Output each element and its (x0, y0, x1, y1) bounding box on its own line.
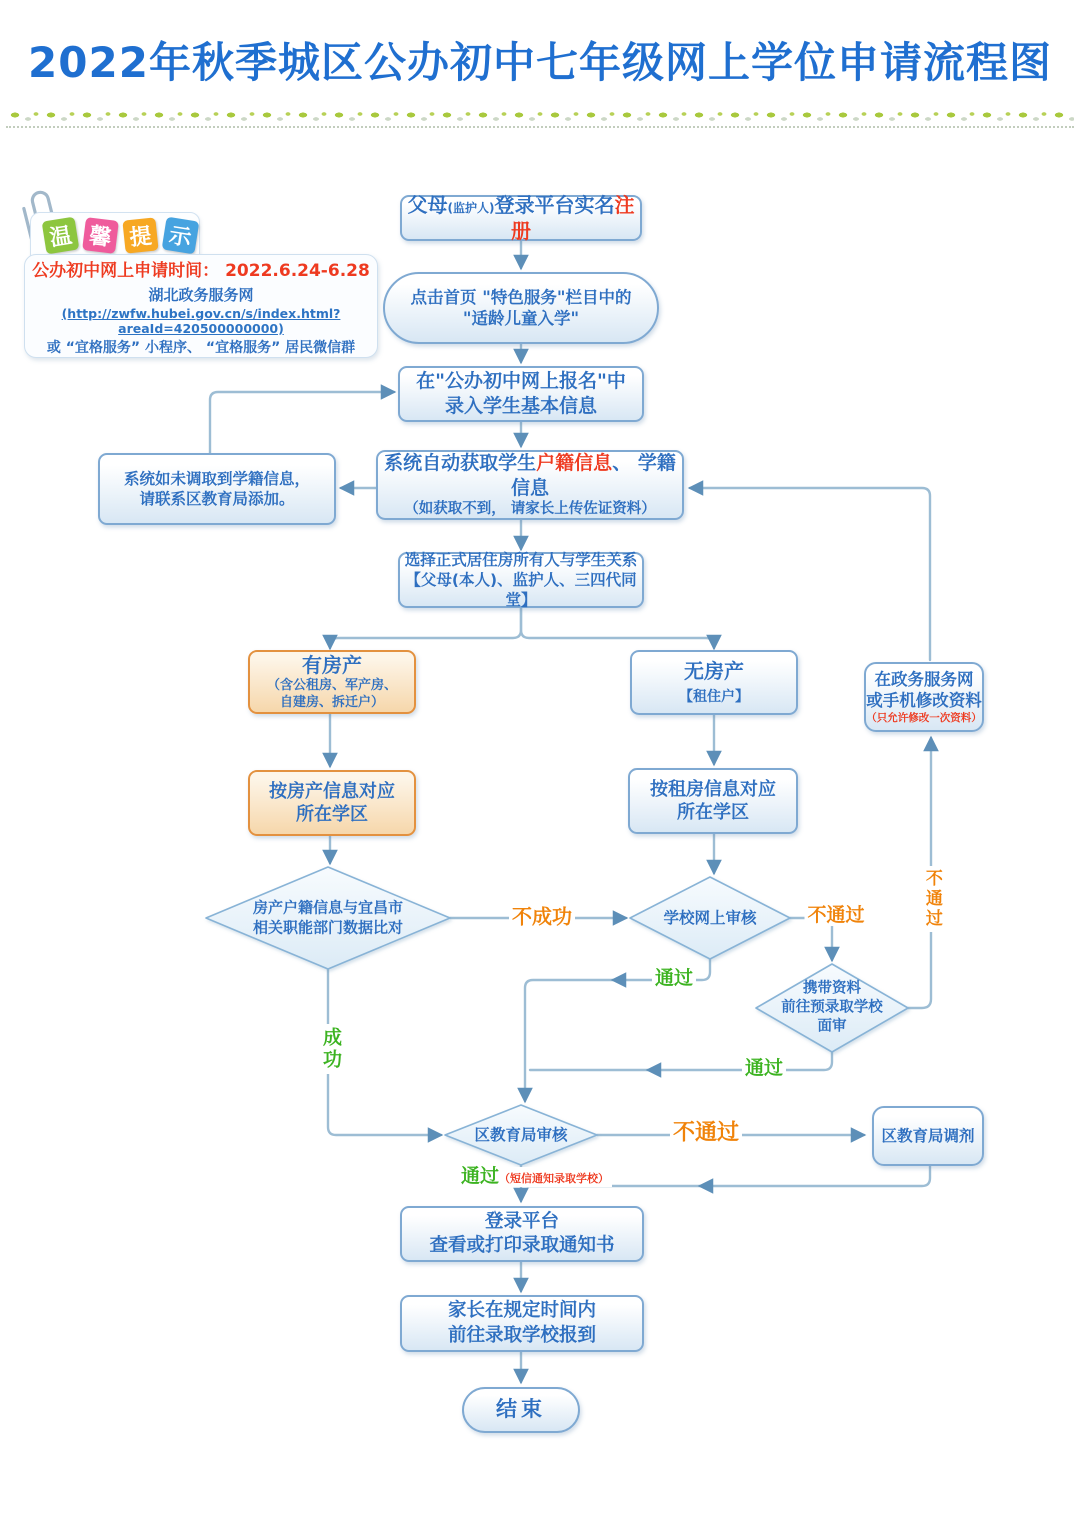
node-contact-edu (98, 453, 336, 525)
label-check-success: 成功 (320, 1024, 340, 1074)
contact-edu-line2: 请联系区教育局添加。 (139, 490, 295, 508)
apply-time-text: 公办初中网上申请时间： 2022.6.24-6.28 (32, 260, 370, 281)
print-notice-line2: 查看或打印录取通知书 (429, 1235, 615, 1256)
tile-wen: 温 (42, 217, 80, 255)
modify-info-note: （只允许修改一次资料） (866, 711, 982, 724)
autofetch-line2: （如获取不到， 请家长上传佐证资料） (404, 501, 656, 518)
label-school-reject: 不通过 (804, 906, 867, 926)
choose-relation-line1: 选择正式居住房所有人与学生关系 (404, 550, 638, 569)
register-text: 父母(监护人)登录平台实名注册 (407, 193, 635, 243)
by-property-line1: 按房产信息对应 (269, 780, 395, 802)
node-district-adjust: 区教育局调剂 (872, 1106, 984, 1166)
node-homepage (383, 272, 659, 344)
label-school-pass: 通过 (652, 969, 696, 989)
label-onsite-reject: 不通过 (922, 866, 940, 932)
site-url-text: (http://zwfw.hubei.gov.cn/s/index.html?areaId=420500000000) (61, 305, 341, 336)
node-autofetch (376, 450, 684, 520)
node-report-school (400, 1295, 644, 1352)
node-register (400, 195, 642, 241)
homepage-line2: "适龄儿童入学" (462, 309, 580, 328)
has-property-sub2: 自建房、拆迁户） (279, 695, 384, 710)
modify-info-line1: 在政务服务网 (874, 669, 974, 689)
tile-xin: 馨 (82, 217, 119, 254)
report-school-line2: 前往录取学校报到 (447, 1324, 596, 1346)
label-onsite-pass: 通过 (742, 1059, 786, 1079)
by-rent-line2: 所在学区 (677, 802, 749, 823)
node-end: 结束 (462, 1387, 580, 1433)
modify-info-line2: 或手机修改资料 (866, 691, 982, 711)
node-by-rent (628, 768, 798, 834)
node-data-check (253, 899, 403, 938)
autofetch-accent: 户籍信息 (536, 451, 613, 474)
alt-channels-text: 或 “宜格服务” 小程序、 “宜格服务” 居民微信群 (46, 339, 356, 356)
has-property-title: 有房产 (302, 653, 362, 678)
label-district-pass-note: （短信通知录取学校） (499, 1172, 610, 1186)
node-no-property (630, 650, 798, 715)
node-has-property (248, 650, 416, 714)
no-property-sub: 【租住户】 (679, 689, 749, 706)
label-district-pass-group (458, 1167, 612, 1187)
tile-ti: 提 (122, 217, 158, 253)
homepage-line1: 点击首页 "特色服务"栏目中的 (410, 287, 632, 307)
tile-shi: 示 (162, 217, 200, 255)
has-property-sub1: （含公租房、军产房、 (266, 678, 397, 694)
label-fail-check: 不成功 (509, 907, 575, 928)
autofetch-line1: 系统自动获取学生户籍信息、 学籍信息 (384, 451, 676, 499)
label-district-pass: 通过 (460, 1165, 500, 1188)
node-school-review: 学校网上审核 (663, 908, 757, 927)
page-title: 2022年秋季城区公办初中七年级网上学位申请流程图 (28, 38, 1052, 87)
onsite-review-line1: 携带资料 (803, 980, 861, 997)
data-check-line2: 相关职能部门数据比对 (252, 918, 404, 936)
choose-relation-line2: 【父母(本人)、监护人、三四代同堂】 (405, 570, 637, 610)
by-property-line2: 所在学区 (296, 804, 368, 825)
register-accent: 注册 (511, 193, 635, 243)
data-check-line1: 房产户籍信息与宜昌市 (252, 898, 404, 917)
onsite-review-line3: 面审 (817, 1018, 847, 1035)
contact-edu-line1: 系统如未调取到学籍信息， (123, 469, 310, 488)
label-district-reject: 不通过 (670, 1121, 742, 1144)
onsite-review-line2: 前往预录取学校 (781, 999, 883, 1016)
print-notice-line1: 登录平台 (484, 1210, 559, 1232)
node-district-review: 区教育局审核 (474, 1125, 568, 1144)
node-modify-info (864, 662, 984, 732)
enroll-line2: 录入学生基本信息 (444, 395, 597, 417)
node-enroll (398, 366, 644, 422)
node-by-property (248, 770, 416, 836)
no-property-title: 无房产 (684, 659, 744, 684)
node-print-notice (400, 1206, 644, 1262)
site-name-text: 湖北政务服务网 (148, 285, 254, 304)
node-onsite-review (781, 980, 883, 1037)
enroll-line1: 在"公办初中网上报名"中 (416, 370, 626, 393)
report-school-line1: 家长在规定时间内 (447, 1300, 596, 1322)
by-rent-line1: 按租房信息对应 (650, 778, 776, 800)
node-choose-relation (398, 552, 644, 608)
